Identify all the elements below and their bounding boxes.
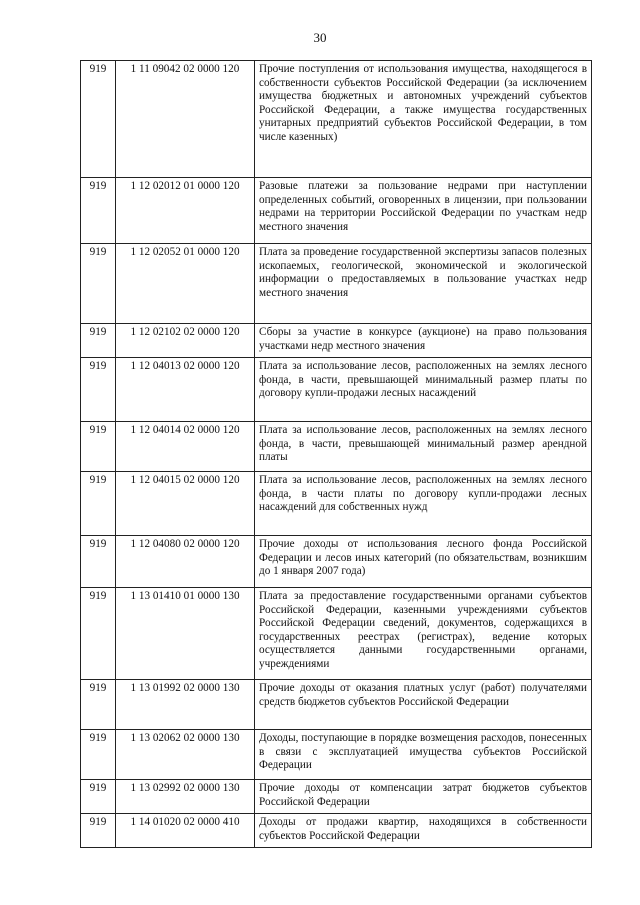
admin-code-cell: 919 bbox=[81, 814, 116, 848]
budget-code-cell: 1 12 04080 02 0000 120 bbox=[116, 536, 255, 588]
budget-code-cell: 1 12 04014 02 0000 120 bbox=[116, 422, 255, 472]
description-cell: Прочие поступления от использования имущества, находящегося в собственности субъектов Российской Федерации (за исключением имущества бюджетных и автономных учреждений субъектов Российской Федерации, а также имущества государственных унитарных предприятий субъектов Российской Федерации, в том числе казенных) bbox=[255, 61, 592, 178]
admin-code-cell: 919 bbox=[81, 358, 116, 422]
table-row bbox=[81, 472, 592, 536]
budget-code-cell: 1 12 02012 01 0000 120 bbox=[116, 178, 255, 244]
description-cell: Доходы, поступающие в порядке возмещения расходов, понесенных в связи с эксплуатацией имущества субъектов Российской Федерации bbox=[255, 730, 592, 780]
table-row bbox=[81, 588, 592, 680]
admin-code-cell: 919 bbox=[81, 178, 116, 244]
budget-code-cell: 1 14 01020 02 0000 410 bbox=[116, 814, 255, 848]
budget-code-cell: 1 11 09042 02 0000 120 bbox=[116, 61, 255, 178]
admin-code-cell: 919 bbox=[81, 244, 116, 324]
revenue-codes-table bbox=[80, 60, 592, 848]
budget-code-cell: 1 13 01992 02 0000 130 bbox=[116, 680, 255, 730]
table-row bbox=[81, 61, 592, 178]
admin-code-cell: 919 bbox=[81, 472, 116, 536]
description-cell: Плата за использование лесов, расположенных на землях лесного фонда, в части, превышающей минимальный размер арендной платы bbox=[255, 422, 592, 472]
admin-code-cell: 919 bbox=[81, 780, 116, 814]
table-row bbox=[81, 244, 592, 324]
budget-code-cell: 1 12 02052 01 0000 120 bbox=[116, 244, 255, 324]
budget-code-cell: 1 12 04015 02 0000 120 bbox=[116, 472, 255, 536]
table-row bbox=[81, 680, 592, 730]
description-cell: Плата за использование лесов, расположенных на землях лесного фонда, в части, превышающей минимальный размер платы по договору купли-продажи лесных насаждений bbox=[255, 358, 592, 422]
table-row bbox=[81, 358, 592, 422]
table-row bbox=[81, 178, 592, 244]
description-cell: Доходы от продажи квартир, находящихся в собственности субъектов Российской Федерации bbox=[255, 814, 592, 848]
description-cell: Прочие доходы от оказания платных услуг (работ) получателями средств бюджетов субъектов Российской Федерации bbox=[255, 680, 592, 730]
budget-code-cell: 1 13 02992 02 0000 130 bbox=[116, 780, 255, 814]
admin-code-cell: 919 bbox=[81, 730, 116, 780]
admin-code-cell: 919 bbox=[81, 324, 116, 358]
description-cell: Прочие доходы от компенсации затрат бюджетов субъектов Российской Федерации bbox=[255, 780, 592, 814]
description-cell: Разовые платежи за пользование недрами при наступлении определенных событий, оговоренных в лицензии, при пользовании недрами на территории Российской Федерации по участкам недр местного значения bbox=[255, 178, 592, 244]
budget-code-cell: 1 13 01410 01 0000 130 bbox=[116, 588, 255, 680]
description-cell: Плата за предоставление государственными органами субъектов Российской Федерации, казенными учреждениями субъектов Российской Федерации сведений, документов, содержащихся в государственных реестрах (регистрах), ведение которых осуществляется данными государственными органами, учреждениями bbox=[255, 588, 592, 680]
admin-code-cell: 919 bbox=[81, 61, 116, 178]
description-cell: Сборы за участие в конкурсе (аукционе) на право пользования участками недр местного значения bbox=[255, 324, 592, 358]
table-row bbox=[81, 536, 592, 588]
admin-code-cell: 919 bbox=[81, 422, 116, 472]
table-row bbox=[81, 780, 592, 814]
description-cell: Прочие доходы от использования лесного фонда Российской Федерации и лесов иных категорий (по обязательствам, возникшим до 1 января 2007 года) bbox=[255, 536, 592, 588]
budget-code-cell: 1 13 02062 02 0000 130 bbox=[116, 730, 255, 780]
description-cell: Плата за использование лесов, расположенных на землях лесного фонда, в части платы по договору купли-продажи лесных насаждений для собственных нужд bbox=[255, 472, 592, 536]
admin-code-cell: 919 bbox=[81, 588, 116, 680]
budget-code-cell: 1 12 02102 02 0000 120 bbox=[116, 324, 255, 358]
table-row bbox=[81, 422, 592, 472]
admin-code-cell: 919 bbox=[81, 536, 116, 588]
table-row bbox=[81, 730, 592, 780]
admin-code-cell: 919 bbox=[81, 680, 116, 730]
page-number: 30 bbox=[313, 30, 327, 45]
table-row bbox=[81, 324, 592, 358]
table-body bbox=[81, 61, 592, 848]
description-cell: Плата за проведение государственной экспертизы запасов полезных ископаемых, геологической, экономической и экологической информации о предоставляемых в пользование участках недр местного значения bbox=[255, 244, 592, 324]
budget-code-cell: 1 12 04013 02 0000 120 bbox=[116, 358, 255, 422]
table-row bbox=[81, 814, 592, 848]
